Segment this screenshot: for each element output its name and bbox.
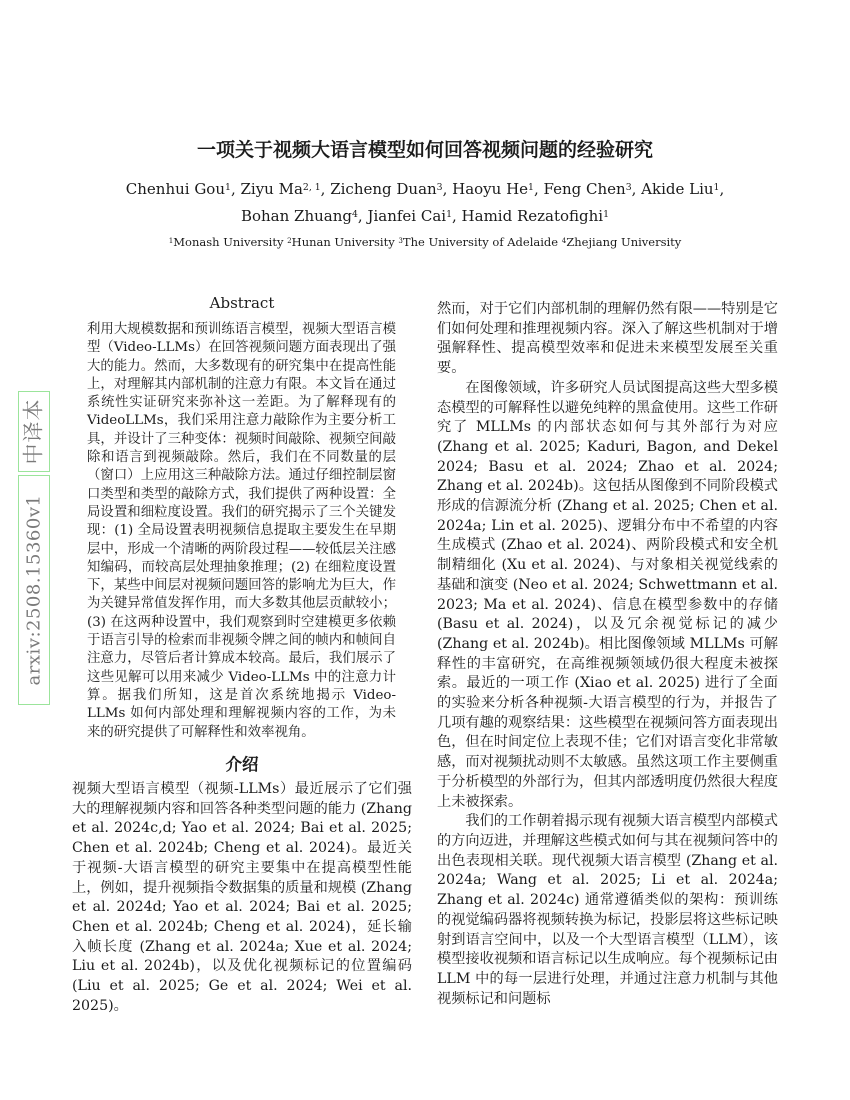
abstract-text [87,321,396,742]
arxiv-id-stamp [18,475,50,705]
translation-tag-text: 中译本 [21,398,46,465]
introduction-paragraph-2: 在图像领域，许多研究人员试图提高这些大型多模态模型的可解释性以避免纯粹的黑盒使用。这些工作研究了 MLLMs 的内部状态如何与其外部行为对应 (Zhang et al. 2025; Kaduri, Bagon, and Dekel 2024; Basu et al. 2024; Zhao et al. 2024; Zhang et al. 2024b)。这包括从图像到不同阶段模式形成的信源流分析 (Zhang et al. 2025; Chen et al. 2024a; Lin et al. 2025)、逻辑分布中不希望的内容生成模式 (Zhao et al. 2024)、两阶段模式和安全机制精细化 (Xu et al. 2024)、与对象相关视觉线索的基础和演变 (Neo et al. 2024; Schwettmann et al. 2023; Ma et al. 2024)、信息在模型参数中的存储 (Basu et al. 2024)，以及冗余视觉标记的减少 (Zhang et al. 2024b)。相比图像领域 MLLMs 可解释性的丰富研究，在高维视频领域仍很大程度未被探索。最近的一项工作 (Xiao et al. 2025) 进行了全面的实验来分析各种视频-大语言模型的行为，并报告了几项有趣的观察结果：这些模型在视频问答方面表现出色，但在时间定位上表现不佳；它们对语言变化非常敏感，而对视频扰动则不太敏感。虽然这项工作主要侧重于分析模型的外部行为，但其内部透明度仍然很大程度上未被探索。 [437,379,778,810]
author-line-1: Chenhui Gou$^1$, Ziyu Ma$^{2, 1}$, Zicheng Duan$^3$, Haoyu He$^1$, Feng Chen$^3$, Akide Liu$^1$, [125,180,725,198]
introduction-paragraph-1: 视频大型语言模型（视频-LLMs）最近展示了它们强大的理解视频内容和回答各种类型问题的能力 (Zhang et al. 2024c,d; Yao et al. 2024; Bai et al. 2025; Chen et al. 2024b; Cheng et al. 2024)。最近关于视频-大语言模型的研究主要集中在提高模型性能上，例如，提升视频指令数据集的质量和规模 (Zhang et al. 2024d; Yao et al. 2024; Bai et al. 2025; Chen et al. 2024b; Cheng et al. 2024)，延长输入帧长度 (Zhang et al. 2024a; Xue et al. 2024; Liu et al. 2024b)，以及优化视频标记的位置编码 (Liu et al. 2025; Ge et al. 2024; Wei et al. 2025)。 [72,781,412,1014]
author-line-2: Bohan Zhuang$^4$, Jianfei Cai$^1$, Hamid Rezatofighi$^1$ [240,207,610,225]
introduction-left-column [72,780,412,1016]
abstract-paragraph: 利用大规模数据和预训练语言模型，视频大型语言模型（Video-LLMs）在回答视频问题方面表现出了强大的能力。然而，大多数现有的研究集中在提高性能上，对理解其内部机制的注意力有限。本文旨在通过系统性实证研究来弥补这一差距。为了解释现有的 VideoLLMs，我们采用注意力敲除作为主要分析工具，并设计了三种变体：视频时间敲除、视频空间敲除和语言到视频敲除。然后，我们在不同数量的层（窗口）上应用这三种敲除方法。通过仔细控制层窗口类型和类型的敲除方式，我们提供了两种设置：全局设置和细粒度设置。我们的研究揭示了三个关键发现：(1) 全局设置表明视频信息提取主要发生在早期层中，形成一个清晰的两阶段过程——较低层关注感知编码，而较高层处理抽象推理；(2) 在细粒度设置下，某些中间层对视频问题回答的影响尤为巨大，作为关键异常值发挥作用，而大多数其他层贡献较小；(3) 在这两种设置中，我们观察到时空建模更多依赖于语言引导的检索而非视频令牌之间的帧内和帧间自注意力，尽管后者计算成本较高。最后，我们展示了这些见解可以用来减少 Video-LLMs 中的注意力计算。据我们所知，这是首次系统地揭示 Video-LLMs 如何内部处理和理解视频内容的工作，为未来的研究提供了可解释性和效率视角。 [87,322,396,740]
abstract-heading: Abstract [209,294,275,312]
introduction-paragraph-1-continued: 然而，对于它们内部机制的理解仍然有限——特别是它们如何处理和推理视频内容。深入了解这些机制对于增强解释性、提高模型效率和促进未来模型发展至关重要。 [437,301,778,377]
arxiv-id-text: arxiv:2508.15360v1 [23,494,45,686]
translation-tag-stamp [18,391,50,472]
introduction-paragraph-3: 我们的工作朝着揭示现有视频大语言模型内部模式的方向迈进，并理解这些模式如何与其在视频问答中的出色表现相关联。现代视频大语言模型 (Zhang et al. 2024a; Wang et al. 2025; Li et al. 2024a; Zhang et al. 2024c) 通常遵循类似的架构：预训练的视觉编码器将视频转换为标记，投影层将这些标记映射到语言空间中，以及一个大型语言模型（LLM），该模型接收视频和语言标记以生成响应。每个视频标记由 LLM 中的每一层进行处理，并通过注意力机制与其他视频标记和问题标 [437,813,778,1007]
introduction-heading: 介绍 [225,755,259,774]
paper-title: 一项关于视频大语言模型如何回答视频问题的经验研究 [196,139,653,161]
introduction-right-column [437,300,778,1009]
affiliation-line: $^1$Monash University $^2$Hunan University $^3$The University of Adelaide $^4$Zhejiang University [168,235,682,249]
